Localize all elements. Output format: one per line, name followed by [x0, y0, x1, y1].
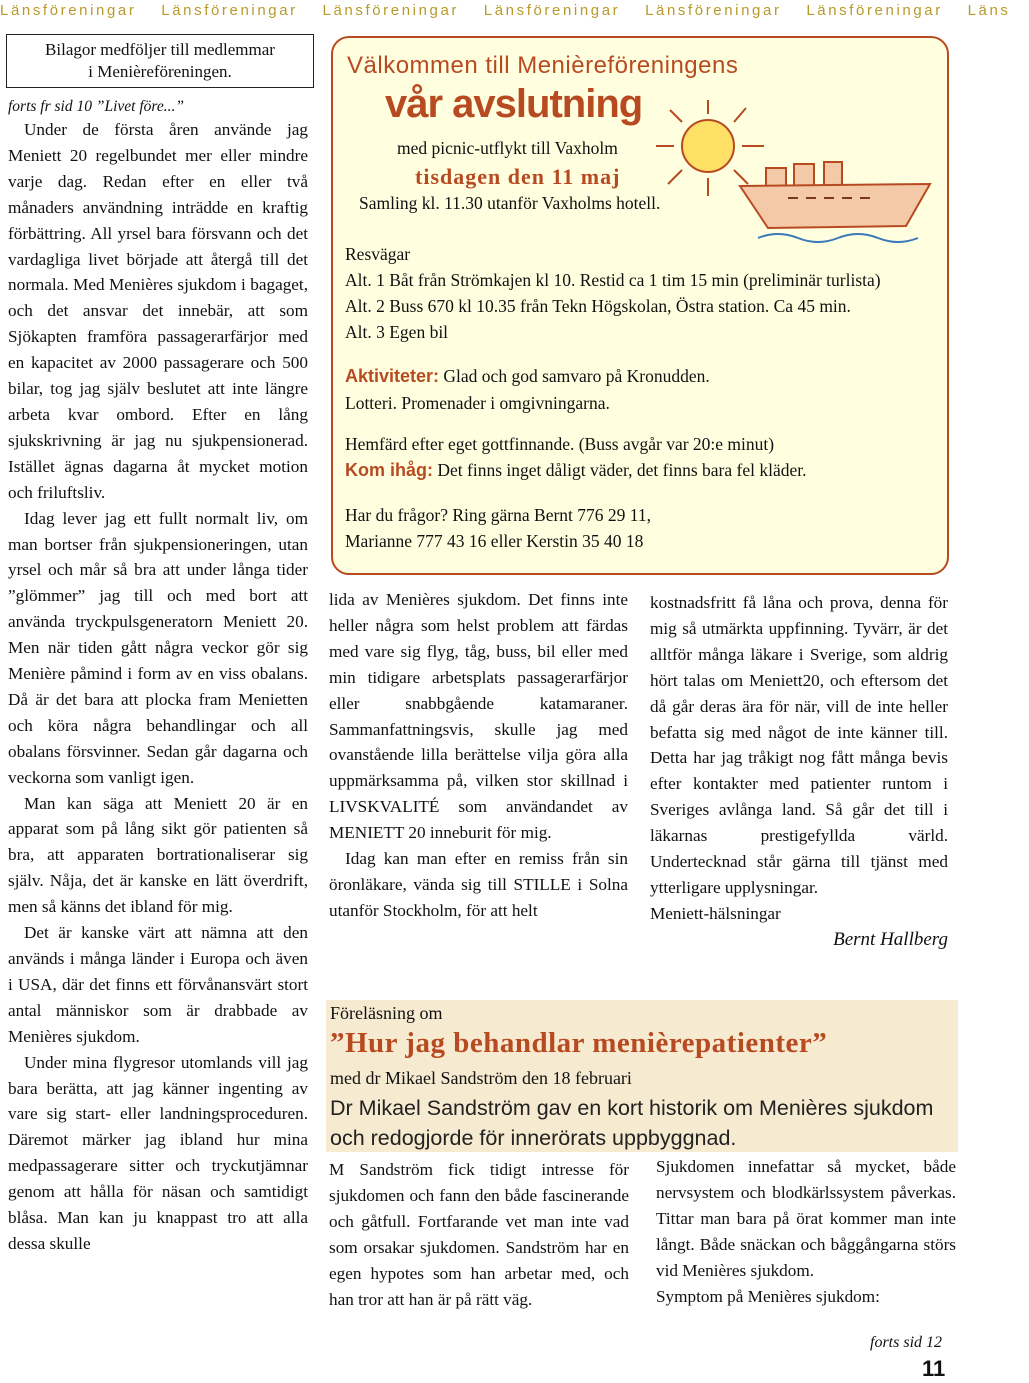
invitation-heading: Välkommen till Menièreföreningens: [347, 52, 739, 79]
article-paragraph: kostnadsfritt få låna och prova, denna för mig så utmärkta uppfinning. Tyvärr, är det alltför många läkare i Sverige, som aldrig hört talas om Meniett20, och eftersom det då går deras ära för när, vill de inte heller befatta sig med något de inte känner till. Detta har jag tråkigt nog fått många bevis efter kontakter med patienter runtom i Sveriges avlånga land. Så går det till i läkarnas prestigefyllda värld. Undertecknad står gärna till tjänst med ytterligare upplysningar.: [650, 593, 948, 897]
activities-line: [345, 366, 710, 387]
activities-extra: Lotteri. Promenader i omgivningarna.: [345, 393, 610, 413]
article-paragraph: Det är kanske värt att nämna att den används i många länder i Europa och även i USA, där det finns ett förvånansvärt stort antal människor som är drabbade av Menières sjukdom.: [8, 923, 308, 1046]
invitation-date: tisdagen den 11 maj: [415, 164, 621, 189]
signature: Bernt Hallberg: [833, 928, 948, 950]
questions-line: Marianne 777 43 16 eller Kerstin 35 40 18: [345, 531, 644, 551]
invitation-subtitle: med picnic-utflykt till Vaxholm: [397, 138, 618, 158]
invitation-box: [331, 36, 949, 575]
article-paragraph: Man kan säga att Meniett 20 är en apparat som på lång sikt gör patienten så bra, att apparaten bortrationaliserar sig själv. Nåja, det är kanske en lätt överdrift, men så känns det ibland för mig.: [8, 793, 308, 917]
header-word: Länsföreningar: [161, 2, 298, 19]
header-word: Länsföreningar: [483, 2, 621, 19]
route-option: Alt. 1 Båt från Strömkajen kl 10. Restid ca 1 tim 15 min (preliminär turlista): [345, 270, 881, 290]
questions-line: Har du frågor? Ring gärna Bernt 776 29 11,: [345, 505, 652, 525]
notice-line: Bilagor medföljer till medlemmar: [45, 40, 275, 59]
route-option: Alt. 3 Egen bil: [345, 322, 449, 342]
article-paragraph: M Sandström fick tidigt intresse för sjukdomen och fann den både fascinerande och gåtfull. Fortfarande vet man inte vad som orsakar sjukdomen. Sandström har en egen hypotes som han arbetar med, och han tror att han är på rätt väg.: [329, 1160, 629, 1309]
lecture-lead: Dr Mikael Sandström gav en kort historik om Menières sjukdom och redogjorde för innerörats uppbyggnad.: [330, 1096, 934, 1150]
article-paragraph: Idag lever jag ett fullt normalt liv, om man bortser från sjukpensioneringen, utan yrsel och mår så bra att under långa tider ”glömmer” jag till och med bort att använda tryckpulsgeneratorn Meniett 20. Men när tiden gått några veckor gör sig Menière påmind i form av en viss obalans. Då är det bara att plocka fram Menietten och köra några behandlingar och all obalans försvinner. Sedan går dagarna och veckorna som vanligt igen.: [8, 508, 308, 787]
remember-text: Det finns inget dåligt väder, det finns bara fel kläder.: [437, 460, 807, 480]
boat-icon: [740, 162, 930, 242]
continued-from-note: forts fr sid 10 ”Livet före...”: [8, 98, 184, 115]
return-trip: Hemfärd efter eget gottfinnande. (Buss avgår var 20:e minut): [345, 434, 775, 454]
header-word: Länsföreningar: [322, 2, 460, 19]
activities-label: Aktiviteter:: [345, 366, 440, 386]
continued-note: forts sid 12: [870, 1334, 943, 1351]
header-word: Länsföreningar: [645, 2, 782, 19]
invitation-title: vår avslutning: [385, 82, 643, 126]
notice-line: i Menièreföreningen.: [88, 62, 232, 81]
middle-article-column: [329, 587, 628, 924]
article-paragraph: Under de första åren använde jag Meniett 20 regelbundet mer eller mindre varje dag. Redan efter en eller två månaders användning inträdde en kraftig förbättring. All yrsel bara försvann och det vardagliga livet började att återgå till det normala. Med Menières sjukdom i bagaget, och det ansvar det innebär, att som Sjökapten framföra passagerarfärjor med en kapacitet av 2000 passagerare och 500 bilar, tog jag själv beslutet att inte längre arbeta kvar ombord. Efter en lång sjukskrivning är jag nu sjukpensionerad. Istället ägnas dagarna åt mycket motion och friluftsliv.: [8, 120, 308, 502]
remember-line: [345, 460, 806, 481]
lecture-column-2: [656, 1154, 956, 1310]
article-paragraph: Sjukdomen innefattar så mycket, både nervsystem och blodkärlssystem påverkas. Tittar man bara på örat kommer man inte långt. Både snäckan och båggångarna störs vid Menières sjukdom.: [656, 1157, 956, 1280]
sun-icon: [656, 100, 764, 196]
page-number: 11: [922, 1356, 946, 1381]
lecture-speaker: med dr Mikael Sandström den 18 februari: [330, 1068, 632, 1088]
lecture-banner: [326, 1000, 958, 1152]
activities-text: Glad och god samvaro på Kronudden.: [443, 366, 710, 386]
greeting: Meniett-hälsningar: [650, 903, 781, 923]
lecture-intro: Föreläsning om: [330, 1003, 443, 1023]
header-word: Länsföreningar: [806, 2, 943, 19]
article-paragraph: Idag kan man efter en remiss från sin öronläkare, vända sig till STILLE i Solna utanför Stockholm, för att helt: [329, 849, 628, 920]
lecture-column-1: [329, 1157, 629, 1312]
left-article-column: [8, 97, 308, 1257]
remember-label: Kom ihåg:: [345, 460, 433, 480]
article-paragraph: lida av Menières sjukdom. Det finns inte heller några som helst problem att färdas med vare sig flyg, tåg, buss, bil eller med min tidigare arbetsplats passagerarfärjor eller snabbgående katamaraner. Sammanfattningsvis, skulle jag med ovanstående lilla berättelse vilja göra alla uppmärksamma på, vilken stor skillnad i LIVSKVALITÉ som användandet av MENIETT 20 inneburit för mig.: [329, 590, 628, 843]
page-header-band: [0, 2, 1011, 28]
article-paragraph: Under mina flygresor utomlands vill jag bara berätta, att jag känner ingenting av vare sig start- eller landningsproceduren. Däremot märker jag ibland hur mina medpassagerare sitter och tryckutjämnar genom att hålla för näsan och samtidigt blåsa. Man kan ju knappast tro att alla dessa skulle: [8, 1052, 308, 1253]
invitation-meeting: Samling kl. 11.30 utanför Vaxholms hotell.: [359, 193, 661, 213]
sun-and-boat-illustration: [648, 98, 944, 268]
lecture-title: ”Hur jag behandlar menièrepatienter”: [330, 1027, 828, 1059]
route-option: Alt. 2 Buss 670 kl 10.35 från Tekn Högskolan, Östra station. Ca 45 min.: [345, 296, 851, 316]
right-article-column: [650, 590, 948, 953]
header-word: Läns: [967, 2, 1011, 19]
symptoms-lead: Symptom på Menières sjukdom:: [656, 1287, 880, 1306]
header-word: Länsföreningar: [0, 2, 137, 19]
attachments-notice-box: [6, 34, 314, 88]
routes-label: Resvägar: [345, 244, 411, 264]
